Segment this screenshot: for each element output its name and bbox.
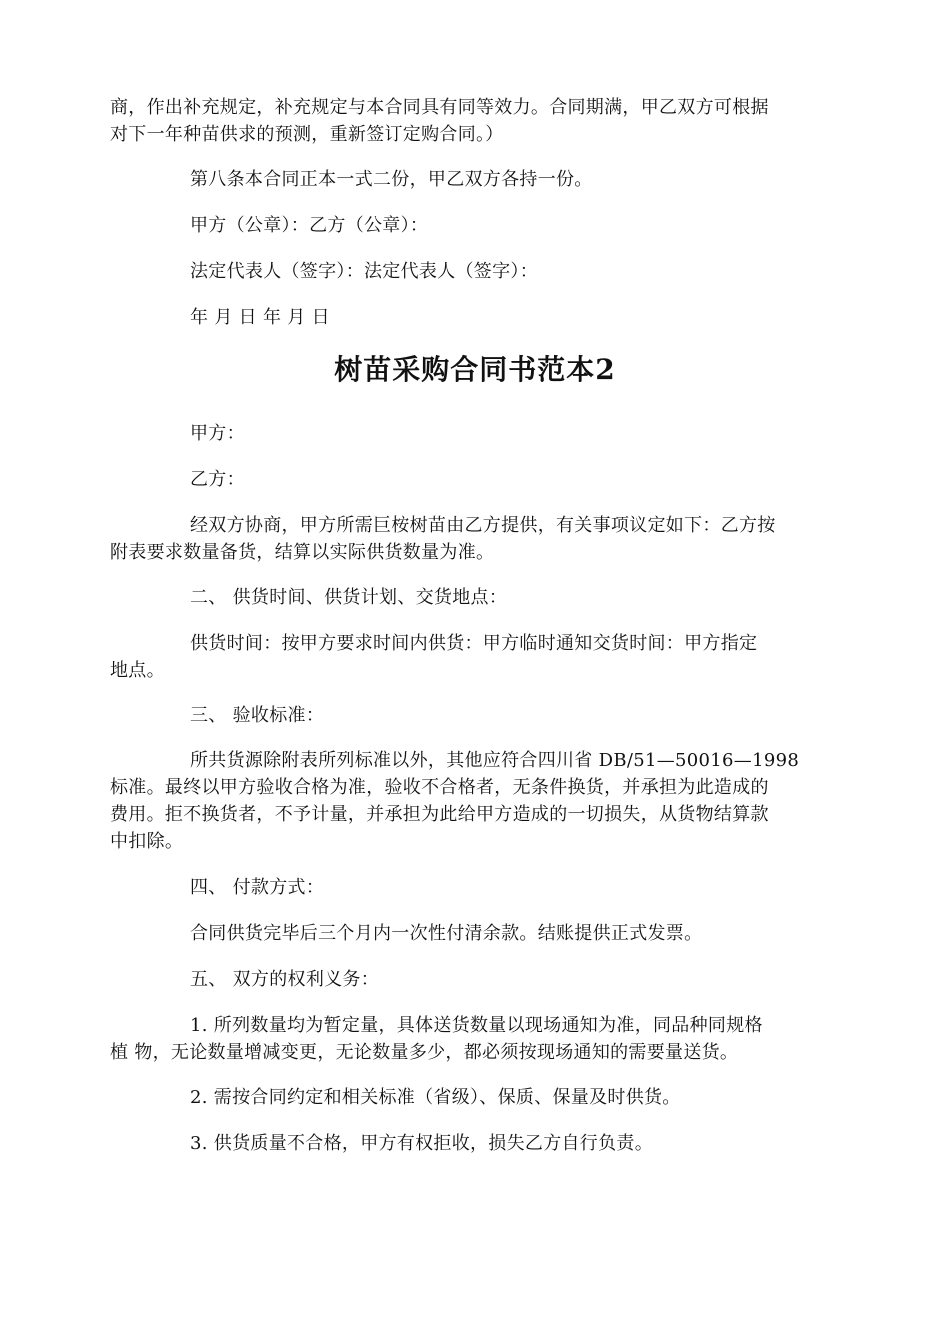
item-3: 3. 供货质量不合格，甲方有权拒收，损失乙方自行负责。	[190, 1133, 653, 1154]
item-1	[110, 1012, 842, 1066]
date-line: 年 月 日 年 月 日	[190, 307, 330, 328]
section-3-body	[110, 747, 842, 855]
top-paragraph-line-1: 商，作出补充规定，补充规定与本合同具有同等效力。合同期满，甲乙双方可根据	[110, 97, 769, 118]
page-title: 树苗采购合同书范本2	[334, 353, 616, 386]
section-2-heading: 二、 供货时间、供货计划、交货地点：	[190, 587, 508, 608]
section-4-heading: 四、 付款方式：	[190, 877, 325, 898]
top-paragraph-line-2: 对下一年种苗供求的预测，重新签订定购合同。）	[110, 124, 504, 145]
representative-line: 法定代表人（签字）：法定代表人（签字）：	[190, 261, 538, 282]
section-5-heading: 五、 双方的权利义务：	[190, 969, 380, 990]
party-a-label: 甲方：	[190, 423, 245, 444]
item-1-line-1: 1. 所列数量均为暂定量，具体送货数量以现场通知为准，同品种同规格	[190, 1015, 763, 1036]
section-2-body	[110, 630, 842, 684]
item-1-line-2: 植 物，无论数量增减变更，无论数量多少，都必须按现场通知的需要量送货。	[110, 1042, 739, 1063]
section-3-line-4: 中扣除。	[110, 831, 184, 852]
intro-line-2: 附表要求数量备货，结算以实际供货数量为准。	[110, 542, 495, 563]
section-4-body: 合同供货完毕后三个月内一次性付清余款。结账提供正式发票。	[190, 923, 703, 944]
section-3-line-1: 所共货源除附表所列标准以外，其他应符合四川省 DB/51—50016—1998	[190, 750, 800, 771]
section-3-line-3: 费用。拒不换货者，不予计量，并承担为此给甲方造成的一切损失，从货物结算款	[110, 804, 769, 825]
intro-line-1: 经双方协商，甲方所需巨桉树苗由乙方提供，有关事项议定如下：乙方按	[190, 515, 776, 536]
section-2-line-2: 地点。	[110, 660, 165, 681]
section-3-line-2: 标准。最终以甲方验收合格为准，验收不合格者，无条件换货，并承担为此造成的	[110, 777, 769, 798]
top-paragraph	[110, 94, 842, 148]
section-2-line-1: 供货时间：按甲方要求时间内供货：甲方临时通知交货时间：甲方指定	[190, 633, 758, 654]
article-8: 第八条本合同正本一式二份，甲乙双方各持一份。	[190, 169, 593, 190]
section-3-heading: 三、 验收标准：	[190, 705, 325, 726]
party-b-label: 乙方：	[190, 469, 245, 490]
item-2: 2. 需按合同约定和相关标准（省级）、保质、保量及时供货。	[190, 1087, 681, 1108]
intro-paragraph	[110, 512, 842, 566]
seal-line: 甲方（公章）：乙方（公章）：	[190, 215, 429, 236]
